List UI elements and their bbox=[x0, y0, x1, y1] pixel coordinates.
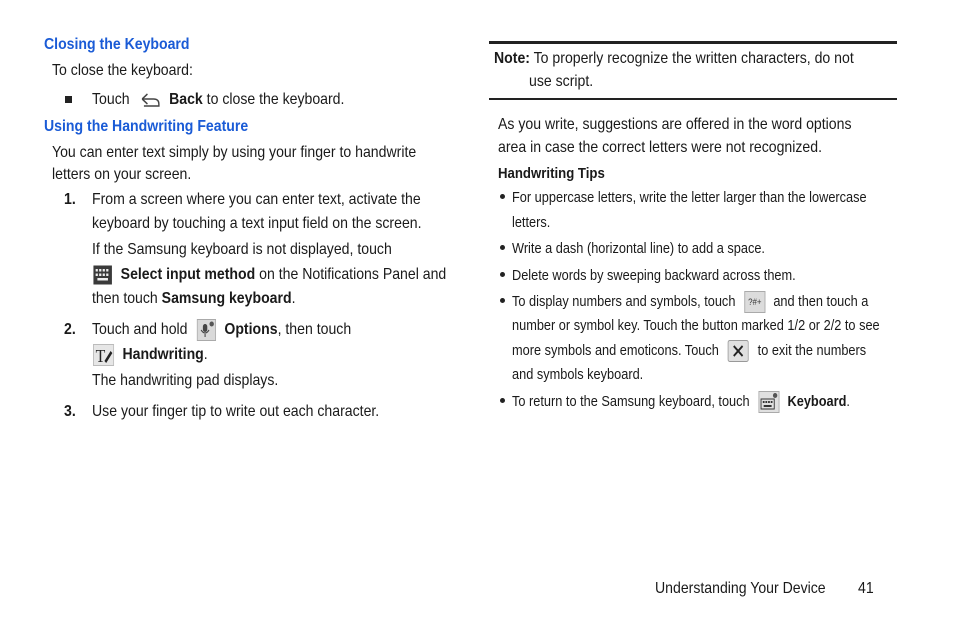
closing-keyboard-heading: Closing the Keyboard bbox=[44, 36, 190, 53]
handwriting-icon bbox=[93, 344, 114, 366]
note-line1: Note: To properly recognize the written characters, do not bbox=[494, 50, 854, 67]
note-line2: use script. bbox=[529, 73, 594, 90]
tip2: Write a dash (horizontal line) to add a space. bbox=[512, 241, 765, 257]
tip-bullet bbox=[500, 272, 505, 277]
step2-number: 2. bbox=[64, 321, 76, 338]
tip-bullet bbox=[500, 398, 505, 403]
footer-section-title: Understanding Your Device bbox=[655, 580, 826, 597]
tip4-line4: and symbols keyboard. bbox=[512, 367, 644, 383]
closing-bullet: Touch Back to close the keyboard. bbox=[92, 91, 345, 108]
step1-number: 1. bbox=[64, 191, 76, 208]
hand-intro-line1: You can enter text simply by using your finger to handwrite bbox=[52, 144, 417, 161]
tip-bullet bbox=[500, 194, 505, 199]
step1-line1: From a screen where you can enter text, activate the bbox=[92, 191, 421, 208]
svg-text:T: T bbox=[95, 345, 106, 366]
tips-heading: Handwriting Tips bbox=[498, 165, 605, 182]
hand-intro-line2: letters on your screen. bbox=[52, 166, 192, 183]
square-bullet bbox=[65, 96, 72, 103]
para-line1: As you write, suggestions are offered in the word options bbox=[498, 116, 852, 133]
handwriting-heading: Using the Handwriting Feature bbox=[44, 118, 249, 135]
keyboard-icon bbox=[93, 265, 112, 285]
tip4-line3: more symbols and emoticons. Touch to exit the numbers bbox=[512, 339, 914, 363]
tip3: Delete words by sweeping backward across them. bbox=[512, 268, 796, 284]
step1-line2: keyboard by touching a text input field on the screen. bbox=[92, 215, 422, 232]
closing-intro: To close the keyboard: bbox=[52, 62, 193, 79]
symbol-key-icon: ?#+ bbox=[744, 291, 765, 313]
close-x-icon bbox=[728, 340, 749, 362]
footer-page-number: 41 bbox=[858, 580, 874, 597]
keyboard-gear-icon bbox=[758, 391, 779, 413]
tip5: To return to the Samsung keyboard, touch Keyboard. bbox=[512, 390, 896, 414]
back-icon bbox=[139, 91, 162, 109]
note-bottom-rule bbox=[489, 98, 897, 100]
step3-text: Use your finger tip to write out each character. bbox=[92, 403, 380, 420]
step1-line5: then touch Samsung keyboard. bbox=[92, 290, 296, 307]
note-top-rule bbox=[489, 41, 897, 44]
tip1-line2: letters. bbox=[512, 215, 551, 231]
step3-number: 3. bbox=[64, 403, 76, 420]
tip-bullet bbox=[500, 298, 505, 303]
tip1-line1: For uppercase letters, write the letter larger than the lowercase bbox=[512, 190, 867, 206]
step1-line3: If the Samsung keyboard is not displayed, touch bbox=[92, 241, 392, 258]
step2-line2: T Handwriting. bbox=[93, 343, 223, 367]
step2-line3: The handwriting pad displays. bbox=[92, 372, 279, 389]
tip4-line2: number or symbol key. Touch the button marked 1/2 or 2/2 to see bbox=[512, 318, 880, 334]
step1-line4: Select input method on the Notifications Panel and bbox=[93, 263, 494, 287]
mic-gear-icon bbox=[197, 319, 216, 341]
tip4-line1: To display numbers and symbols, touch ?#+ and then touch a bbox=[512, 290, 917, 314]
step2-line1: Touch and hold Options, then touch bbox=[92, 318, 387, 342]
para-line2: area in case the correct letters were not recognized. bbox=[498, 139, 823, 156]
tip-bullet bbox=[500, 245, 505, 250]
